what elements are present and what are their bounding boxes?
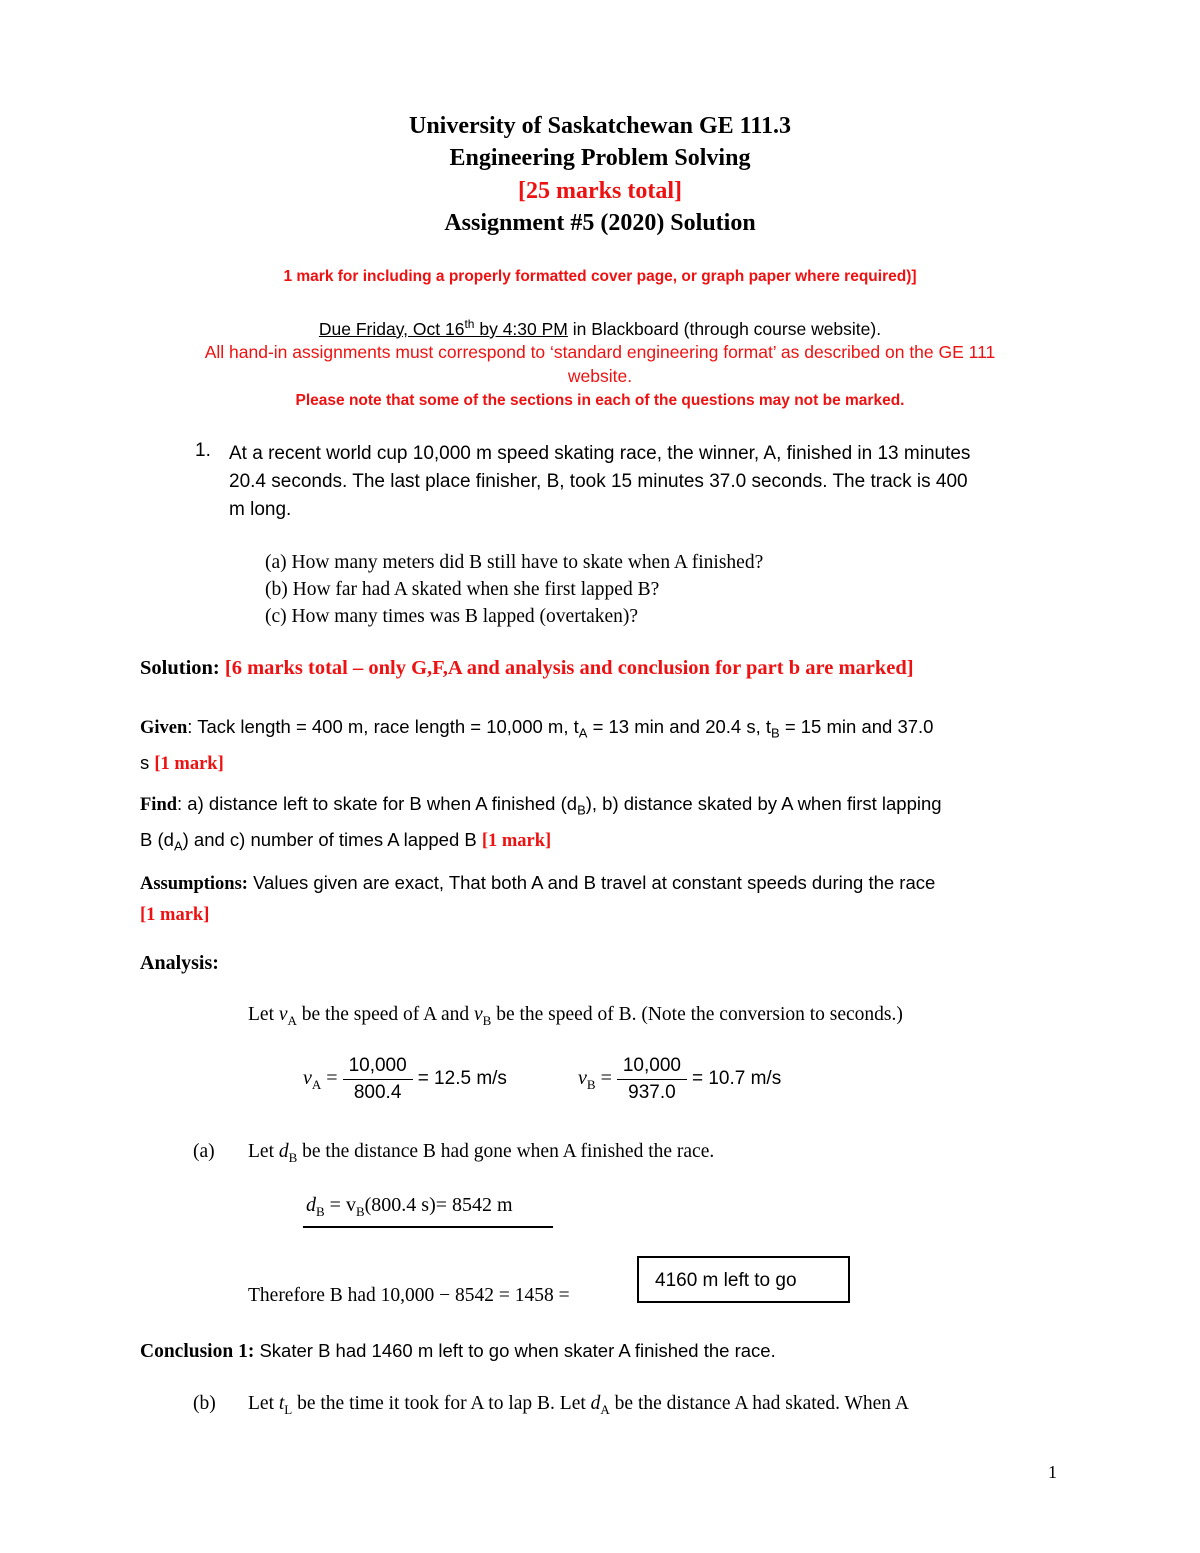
format-line-2: website. <box>567 366 633 386</box>
part-a-label: (a) <box>193 1141 215 1162</box>
due-line <box>0 317 1200 340</box>
find-section: Find: a) distance left to skate for B when A finished $(d_B)$, b) distance skated by A when first lapping B $(d_A)$ and c) number of times A lapped B [1 mark] <box>140 793 942 854</box>
due-date: Due Friday, Oct 16th by 4:30 PM <box>318 317 568 339</box>
conclusion-1: Conclusion 1: Skater B had 1460 m left to go when skater A finished the race. <box>140 1340 776 1362</box>
header-university: University of Saskatchewan GE 111.3 <box>408 113 792 139</box>
part-b-text: Let $t_L$ be the time it took for A to lap B. Let $d_A$ be the distance A had skated. When A <box>248 1393 909 1417</box>
page-number: 1 <box>1048 1462 1057 1482</box>
header-marks: [25 marks total] <box>518 178 682 204</box>
given-section: Given: Tack length = 400 m, race length = 10,000 m, $t_A = 13$ min and 20.4 s, $t_B = 15$ min and 37.0 s [1 mark] <box>140 716 934 774</box>
question-text: At a recent world cup 10,000 m speed skating race, the winner, A, finished in 13 minutes 20.4 seconds. The last place finisher, B, took 15 minutes 37.0 seconds. The track is 400 m long. <box>229 443 971 520</box>
solution-heading: Solution: [6 marks total – only G,F,A and analysis and conclusion for part b are marked] <box>140 657 914 679</box>
therefore-line: Therefore B had 10,000 − 8542 = 1458 = <box>248 1285 570 1306</box>
question-part-a: (a) How many meters did B still have to skate when A finished? <box>265 552 764 573</box>
question-part-c: (c) How many times was B lapped (overtaken)? <box>265 606 639 627</box>
analysis-let-line: Let $v_A$ be the speed of A and $v_B$ be the speed of B. (Note the conversion to seconds.) <box>248 1004 903 1028</box>
equation-va: $v_A$ = $\frac{10,000}{800.4}$ = 12.5 m/s <box>303 1055 507 1103</box>
assumptions-section: Assumptions: Values given are exact, That both A and B travel at constant speeds during the race [1 mark] <box>140 872 936 925</box>
equation-vb: $v_B$ = $\frac{10,000}{937.0}$ = 10.7 m/s <box>578 1055 782 1103</box>
db-underline <box>303 1226 553 1228</box>
question-part-b: (b) How far had A skated when she first lapped B? <box>265 579 660 600</box>
question-parts <box>265 549 763 630</box>
part-b-label: (b) <box>193 1393 216 1414</box>
answer-box: 4160 m left to go <box>637 1256 850 1303</box>
analysis-heading: Analysis: <box>140 952 219 974</box>
due-rest: in Blackboard (through course website). <box>567 318 882 339</box>
fraction-va: $\frac{10,000}{800.4}$ <box>343 1055 413 1104</box>
fraction-vb: $\frac{10,000}{937.0}$ <box>617 1055 687 1104</box>
db-equation: $d_B = v_B(800.4$ s)= 8542 m <box>306 1194 513 1219</box>
question-number: 1. <box>195 440 211 461</box>
marking-note: Please note that some of the sections in each of the questions may not be marked. <box>295 392 905 409</box>
format-line-1: All hand-in assignments must correspond to ‘standard engineering format’ as described on the GE 111 <box>204 342 996 362</box>
header-course: Engineering Problem Solving <box>449 145 751 171</box>
cover-page-note: 1 mark for including a properly formatted cover page, or graph paper where required)] <box>283 268 917 285</box>
part-a-text: Let $d_B$ be the distance B had gone when A finished the race. <box>248 1141 715 1165</box>
header-assignment: Assignment #5 (2020) Solution <box>444 210 756 236</box>
